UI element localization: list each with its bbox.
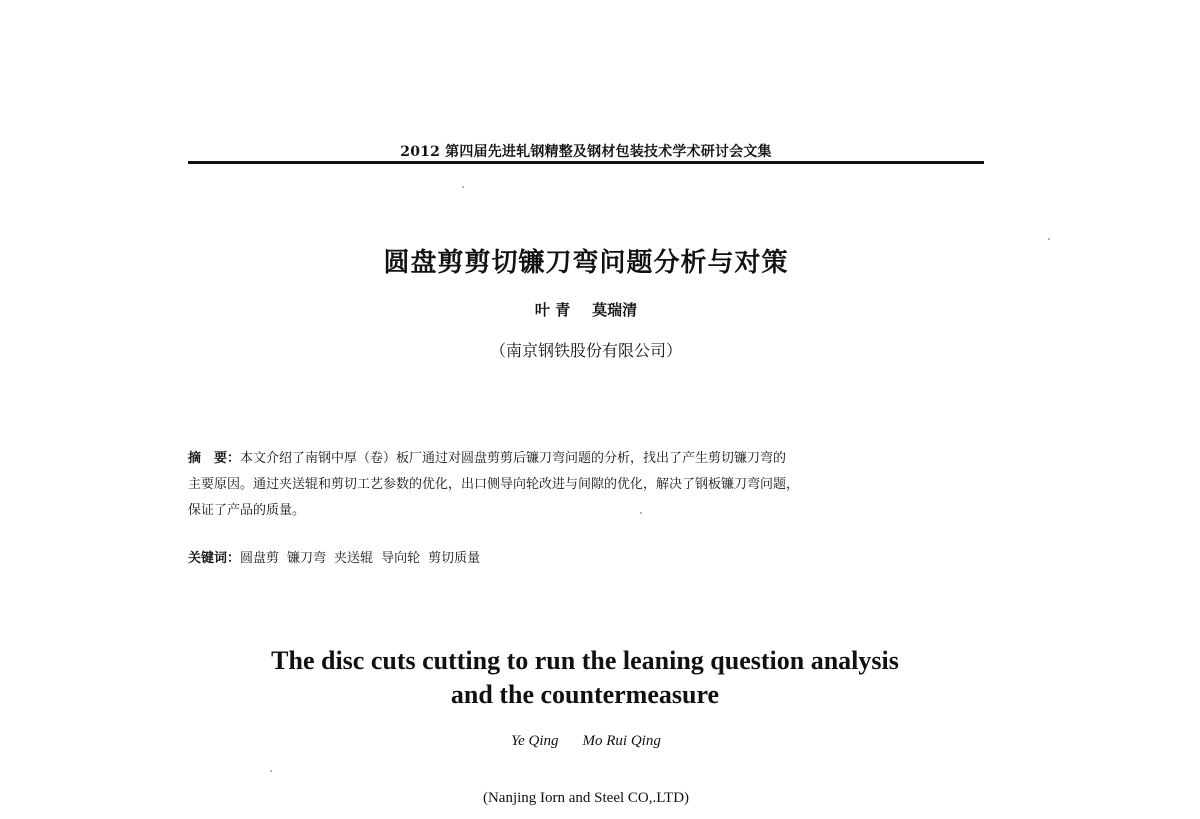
keywords: [188, 547, 988, 566]
scan-speck: [640, 512, 642, 514]
abstract-line-2: 主要原因。通过夹送辊和剪切工艺参数的优化，出口侧导向轮改进与间隙的优化，解决了钢板镰刀弯问题，: [188, 477, 800, 492]
keyword: 镰刀弯: [287, 551, 327, 566]
chinese-affiliation: （南京钢铁股份有限公司）: [489, 341, 682, 360]
english-author-2: Mo Rui Qing: [582, 733, 661, 749]
keyword: 夹送辊: [334, 551, 374, 566]
keywords-label: 关键词：: [188, 551, 241, 566]
english-affiliation: (Nanjing Iorn and Steel CO,.LTD): [482, 790, 690, 806]
abstract: [188, 446, 988, 524]
english-title: [150, 644, 1020, 712]
keyword: 导向轮: [381, 551, 421, 566]
chinese-author-2: 莫瑞清: [592, 301, 638, 319]
chinese-title: 圆盘剪剪切镰刀弯问题分析与对策: [383, 248, 789, 278]
abstract-line-3: 保证了产品的质量。: [188, 503, 306, 518]
keyword: 剪切质量: [428, 551, 481, 566]
chinese-authors: [188, 299, 984, 320]
english-author-1: Ye Qing: [511, 733, 559, 749]
scan-speck: [462, 186, 464, 188]
english-title-line-2: and the countermeasure: [450, 680, 720, 709]
abstract-text-1: 本文介绍了南钢中厚（卷）板厂通过对圆盘剪剪后镰刀弯问题的分析，找出了产生剪切镰刀弯的: [240, 451, 787, 466]
abstract-label: 摘 要：: [188, 451, 241, 466]
english-title-line-1: The disc cuts cutting to run the leaning question analysis: [271, 646, 899, 675]
abstract-line-1: [188, 446, 988, 472]
running-header: 2012 第四届先进轧钢精整及钢材包装技术学术研讨会文集: [400, 144, 772, 160]
scan-speck: [1048, 238, 1050, 240]
scan-speck: [270, 770, 272, 772]
english-authors: [188, 733, 984, 750]
header-rule: [188, 161, 984, 164]
keyword: 圆盘剪: [240, 551, 280, 566]
chinese-author-1: 叶 青: [534, 301, 571, 319]
